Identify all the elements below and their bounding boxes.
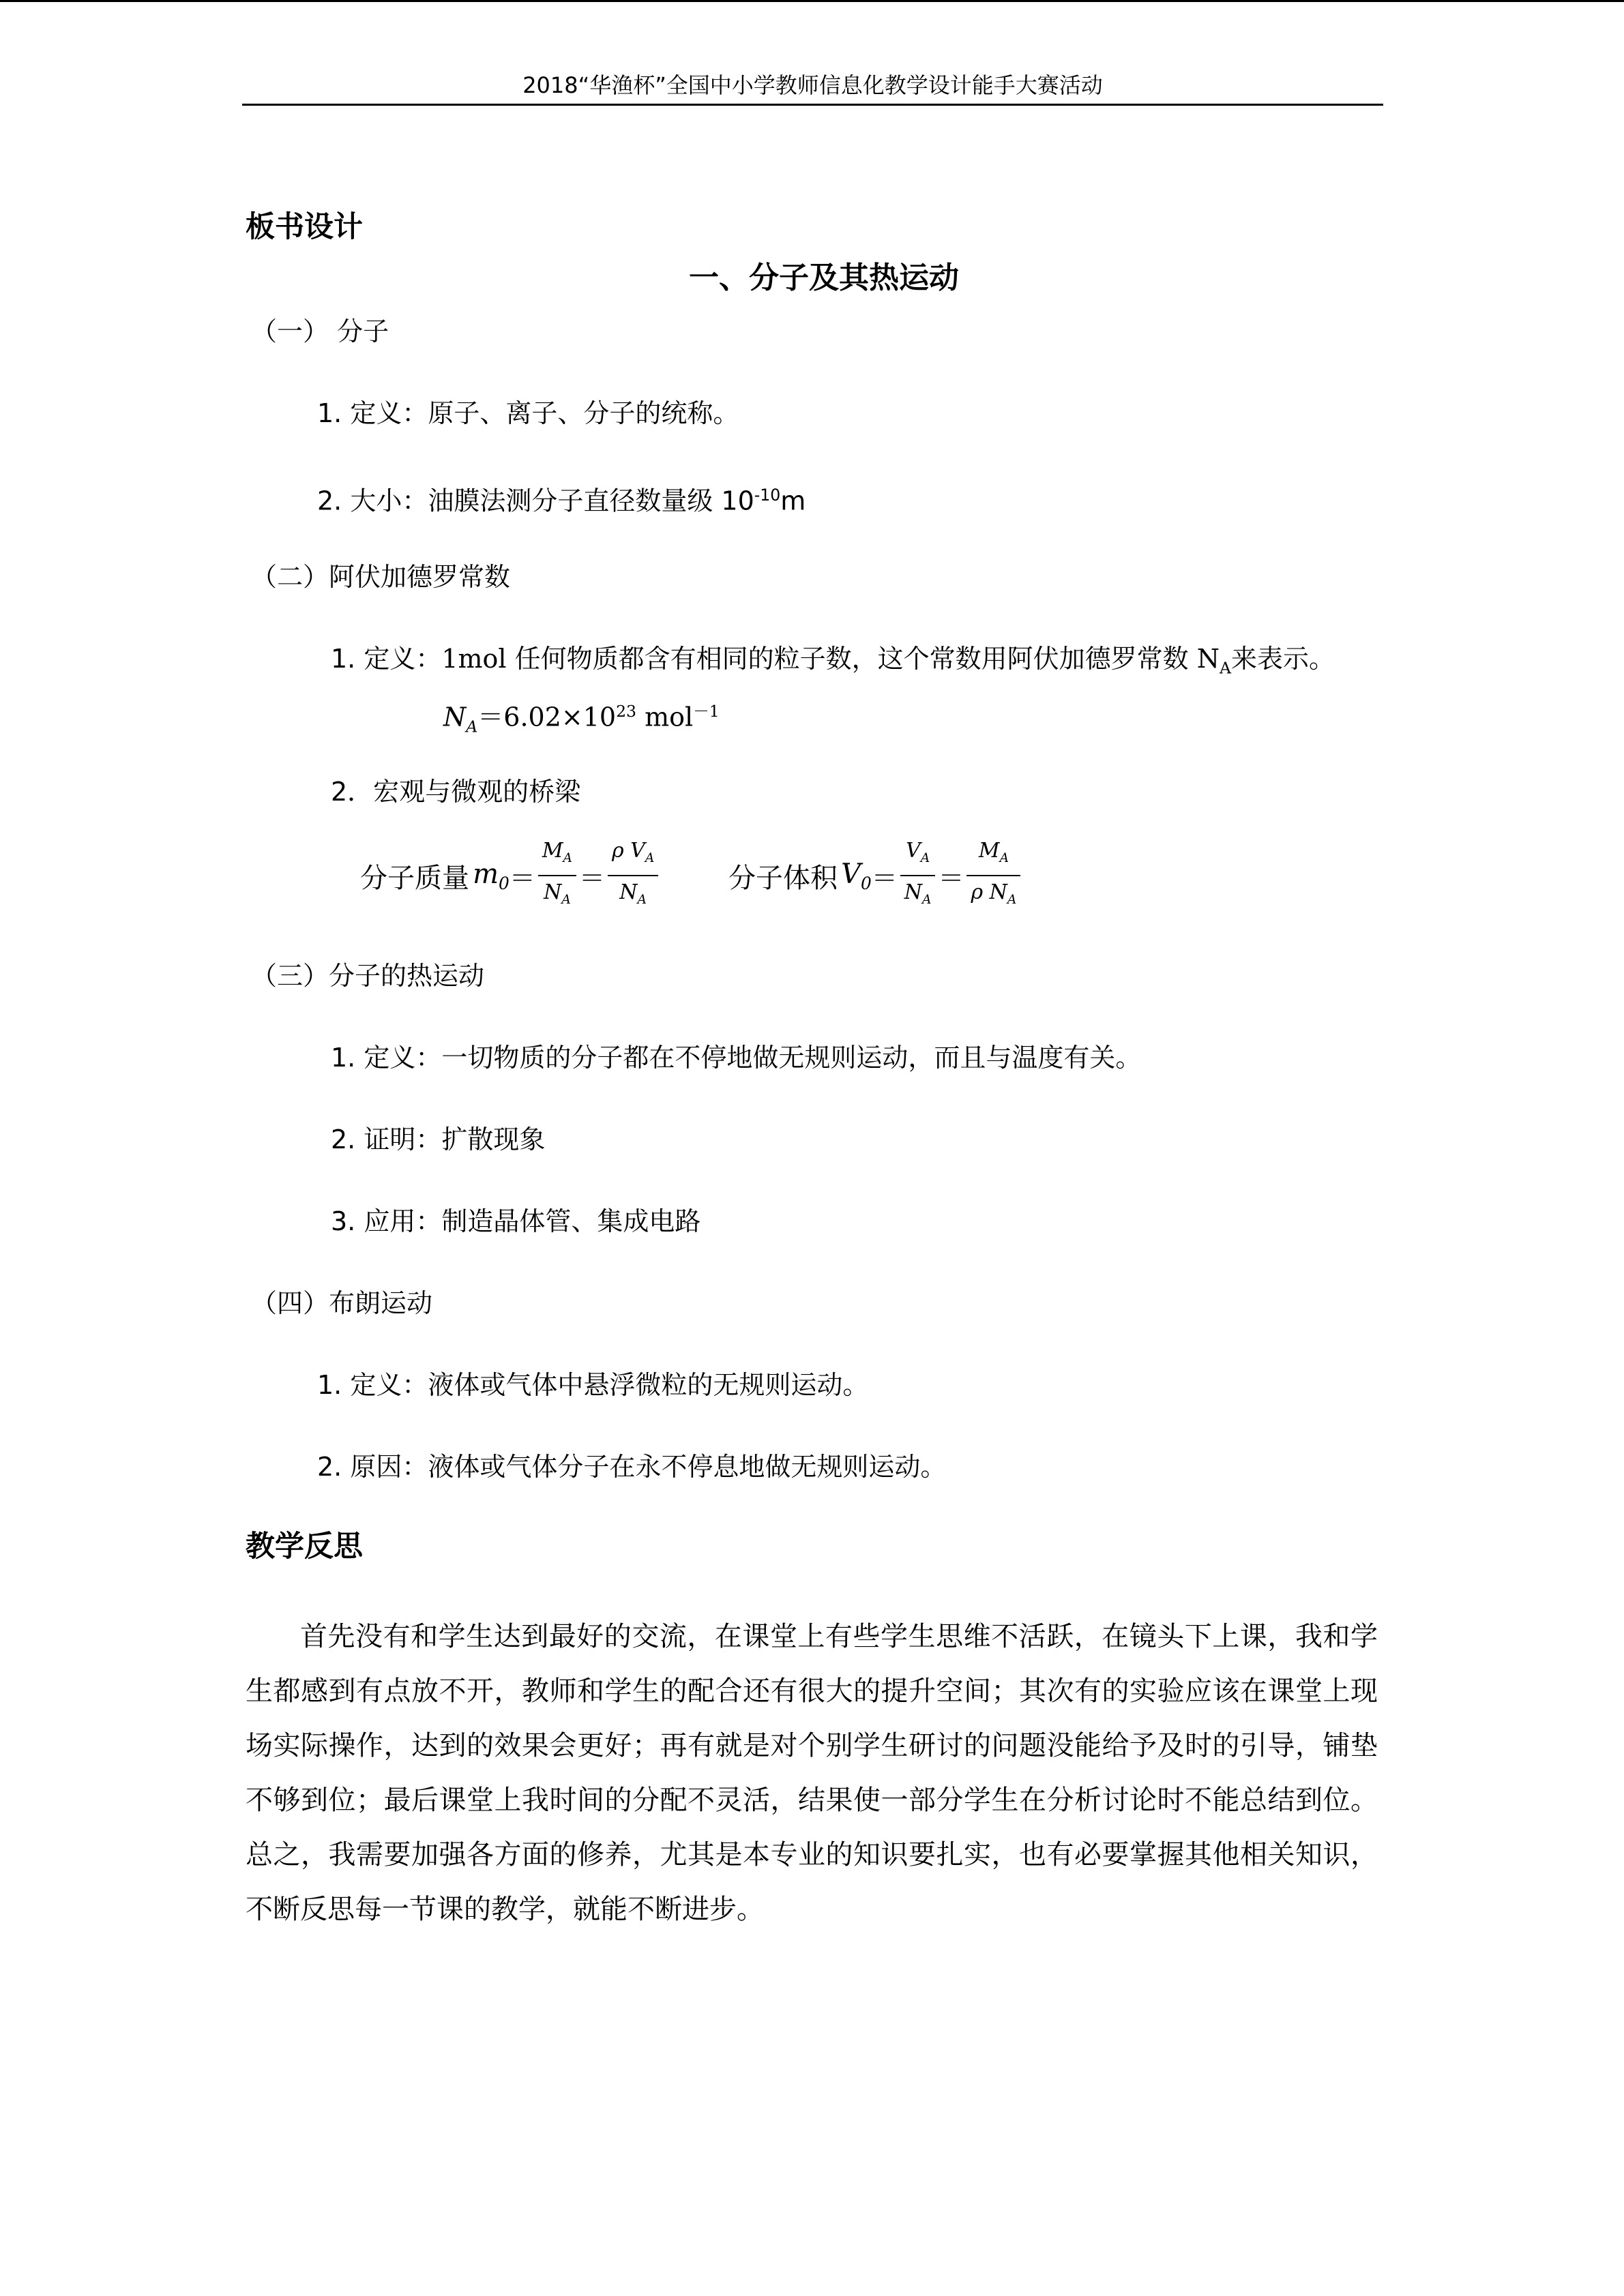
- section-2-item-2: 2．宏观与微观的桥梁: [331, 777, 581, 807]
- board-design-heading: 板书设计: [246, 210, 363, 244]
- mass-fraction-1: $\frac{M_A}{N_A}$: [538, 837, 576, 914]
- reflection-body: 首先没有和学生达到最好的交流，在课堂上有些学生思维不活跃，在镜头下上课，我和学生都感到有点放不开，教师和学生的配合还有很大的提升空间；其次有的实验应该在课堂上现场实际操作，达到的效果会更好；再有就是对个别学生研讨的问题没能给予及时的引导，铺垫不够到位；最后课堂上我时间的分配不灵活，结果使一部分学生在分析讨论时不能总结到位。总之，我需要加强各方面的修养，尤其是本专业的知识要扎实，也有必要掌握其他相关知识，不断反思每一节课的教学，就能不断进步。: [246, 1621, 1378, 1925]
- reflection-heading: 教学反思: [246, 1530, 363, 1564]
- volume-fraction-1: $\frac{V_A}{N_A}$: [900, 837, 936, 914]
- section-4-item-1: 1. 定义：液体或气体中悬浮微粒的无规则运动。: [317, 1370, 869, 1400]
- section-3-item-3: 3. 应用：制造晶体管、集成电路: [331, 1206, 701, 1236]
- section-1-item-1: 1. 定义：原子、离子、分子的统称。: [317, 398, 739, 428]
- section-1-item-2: 2. 大小：油膜法测分子直径数量级 $10^{-10}m$: [317, 486, 806, 516]
- page-top-border: [0, 0, 1624, 2]
- mass-fraction-2: $\frac{\rho V_A}{N_A}$: [608, 837, 658, 914]
- section-3-item-1: 1. 定义：一切物质的分子都在不停地做无规则运动，而且与温度有关。: [331, 1043, 1142, 1073]
- section-3-item-2: 2. 证明：扩散现象: [331, 1124, 546, 1154]
- section-4-item-2: 2. 原因：液体或气体分子在永不停息地做无规则运动。: [317, 1452, 947, 1482]
- mass-formula: 分子质量 $m_0=$ $\frac{M_A}{N_A}$ ＝ $\frac{\rho V_A}{N_A}$: [360, 837, 661, 914]
- section-2-label: （二）阿伏加德罗常数: [251, 562, 511, 592]
- section-2-item-1: 1. 定义：1mol 任何物质都含有相同的粒子数，这个常数用阿伏加德罗常数 $N_A$来表示。: [331, 644, 1335, 678]
- section-4-label: （四）布朗运动: [251, 1288, 433, 1318]
- header-rule: [242, 104, 1383, 106]
- section-3-label: （三）分子的热运动: [251, 961, 485, 991]
- volume-formula: 分子体积 $V_0=$ $\frac{V_A}{N_A}$ ＝ $\frac{M_A}{\rho N_A}$: [728, 837, 1023, 914]
- page-header: 2018“华渔杯”全国中小学教师信息化教学设计能手大赛活动: [522, 72, 1103, 98]
- section-1-label: （一） 分子: [251, 316, 389, 346]
- volume-fraction-2: $\frac{M_A}{\rho N_A}$: [966, 837, 1020, 914]
- avogadro-constant: $N_A=6.02\times 10^{23}$ mol$^{-1}$: [443, 702, 720, 736]
- board-title: 一、分子及其热运动: [689, 260, 959, 295]
